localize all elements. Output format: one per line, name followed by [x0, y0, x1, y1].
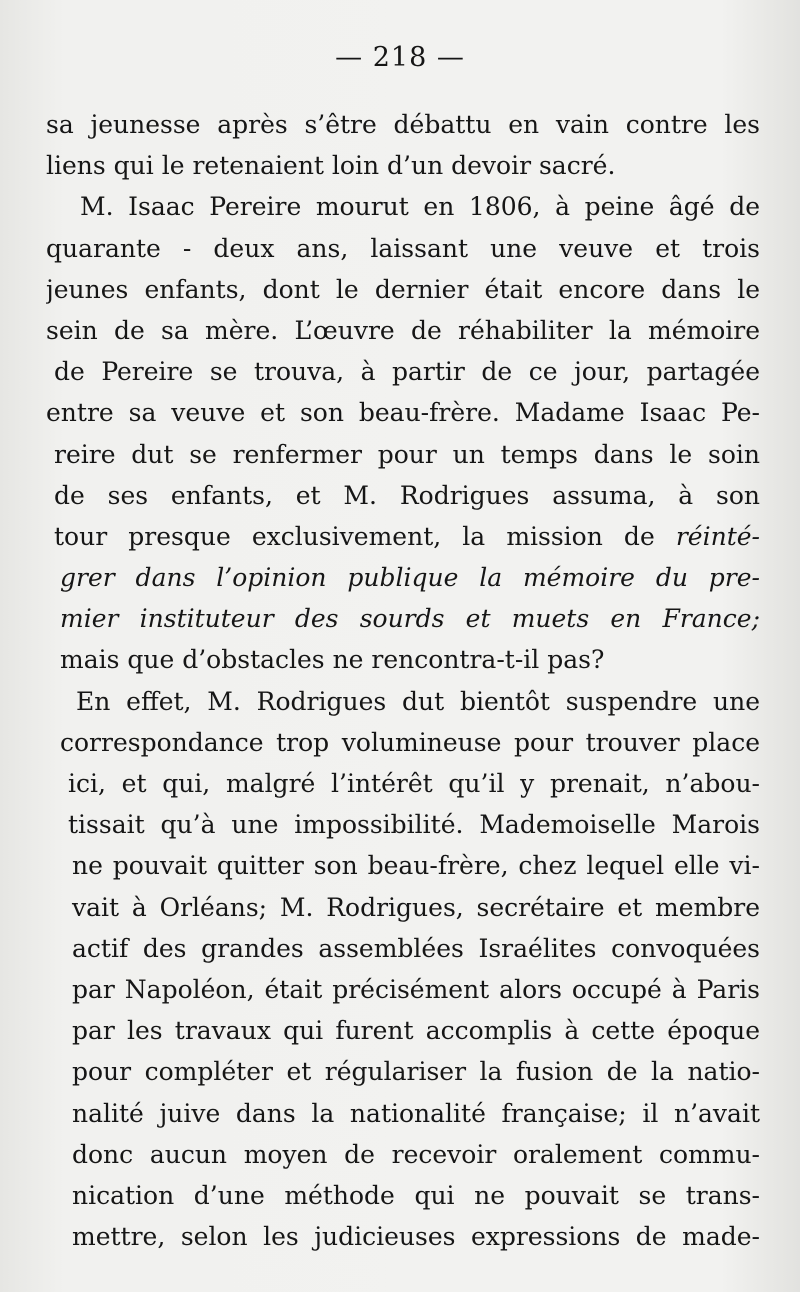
text-line-17: ici, et qui, malgré l’intérêt qu’il y prenait, n’abou- — [68, 769, 760, 798]
text-line-1: sa jeunesse après s’être débattu en vain contre les — [46, 110, 760, 139]
text-line-27: nication d’une méthode qui ne pouvait se trans- — [72, 1180, 760, 1210]
text-line-15: En effet, M. Rodrigues dut bientôt suspendre une — [76, 686, 760, 716]
text-line-6: sein de sa mère. L’œuvre de réhabiliter la mémoire — [46, 315, 760, 345]
page-number: — 218 — — [335, 42, 465, 73]
text-line-2: liens qui le retenaient loin d’un devoir sacré. — [46, 151, 616, 181]
text-line-21: actif des grandes assemblées Israélites convoquées — [72, 933, 760, 963]
text-line-18: tissait qu’à une impossibilité. Mademoiselle Marois — [68, 810, 760, 840]
text-line-11-plain: tour presque exclusivement, la mission de — [54, 521, 676, 551]
text-line-10: de ses enfants, et M. Rodrigues assuma, à son — [54, 480, 760, 510]
text-line-22: par Napoléon, était précisément alors occupé à Paris — [72, 974, 760, 1004]
text-line-26: donc aucun moyen de recevoir oralement commu- — [72, 1139, 760, 1169]
body-text — [46, 104, 760, 1257]
text-line-7: de Pereire se trouva, à partir de ce jour, partagée — [54, 357, 760, 387]
text-line-19: ne pouvait quitter son beau-frère, chez lequel elle vi- — [72, 851, 760, 881]
text-line-16: correspondance trop volumineuse pour trouver place — [60, 727, 760, 757]
text-line-20: vait à Orléans; M. Rodrigues, secrétaire et membre — [72, 892, 760, 922]
text-line-14: mais que d’obstacles ne rencontra-t-il pas? — [60, 645, 605, 675]
text-line-4: quarante - deux ans, laissant une veuve et trois — [46, 233, 760, 263]
text-line-24: pour compléter et régulariser la fusion de la natio- — [72, 1057, 760, 1087]
text-line-8: entre sa veuve et son beau-frère. Madame Isaac Pe- — [46, 398, 760, 428]
text-line-11-italic: réinté- — [675, 521, 760, 551]
text-line-9: reire dut se renfermer pour un temps dans le soin — [54, 439, 760, 469]
text-line-3: M. Isaac Pereire mourut en 1806, à peine âgé de — [80, 192, 760, 222]
text-line-5: jeunes enfants, dont le dernier était encore dans le — [46, 274, 760, 304]
text-line-23: par les travaux qui furent accomplis à cette époque — [72, 1016, 760, 1046]
text-line-11 — [46, 516, 760, 557]
text-line-25: nalité juive dans la nationalité française; il n’avait — [72, 1098, 760, 1128]
text-line-28: mettre, selon les judicieuses expressions de made- — [72, 1222, 760, 1252]
text-line-13: mier instituteur des sourds et muets en France; — [60, 604, 760, 634]
text-line-12: grer dans l’opinion publique la mémoire du pre- — [60, 563, 760, 593]
